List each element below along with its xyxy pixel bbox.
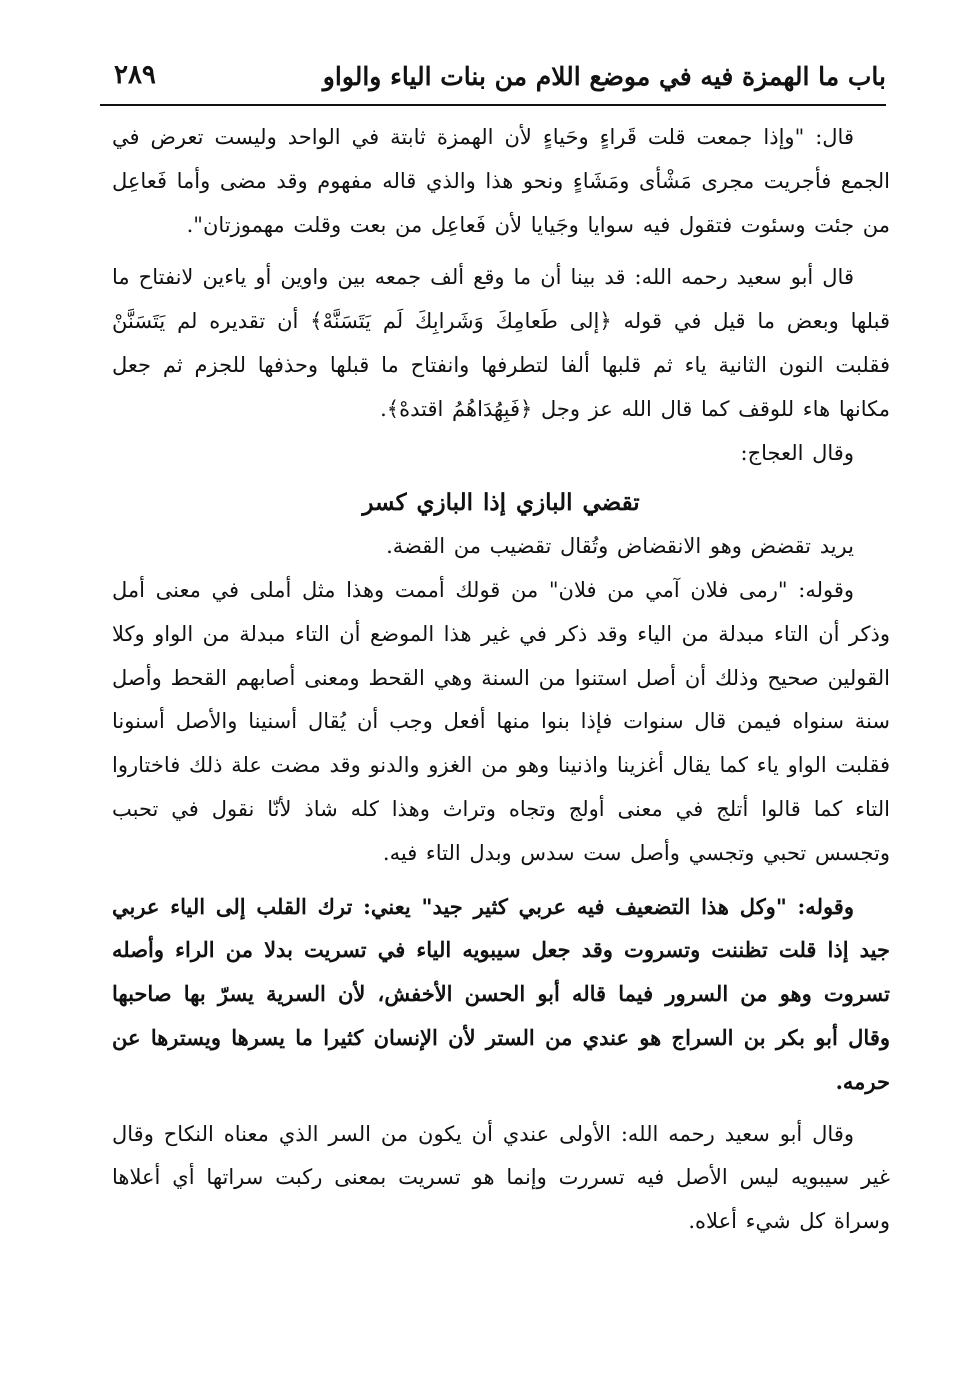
paragraph-abu-said-commentary: قال أبو سعيد رحمه الله: قد بينا أن ما وقع ألف جمعه بين واوين أو ياءين لانفتاح ما قبلها وبعض ما قيل في قوله ﴿إلى طَعامِكَ وَشَرابِكَ لَم يَتَسَنَّهْ﴾ أن تقديره لم يَتَسَنَّنْ فقلبت النون الثانية ياء ثم قلبها ألفا لتطرفها وانفتاح ما قبلها وحذفها للجزم ثم جعل مكانها هاء للوقف كما قال الله عز وجل ﴿فَبِهُدَاهُمُ اقتدهْ﴾. [112,265,890,421]
page-header [100,56,886,100]
page-number: ٢٨٩ [114,60,156,90]
paragraph-ajjaj-intro: وقال العجاج: [740,440,854,465]
running-title: باب ما الهمزة فيه في موضع اللام من بنات الياء والواو [322,62,886,91]
header-divider [100,104,886,106]
paragraph-verse-explanation: يريد تقضض وهو الانقضاض وتُقال تقضيب من القضة. [386,534,854,559]
paragraph-quote-plural: قال: "وإذا جمعت قلت قَراءٍ وحَياءٍ لأن الهمزة ثابتة في الواحد وليست تعرض في الجمع فأجريت مجرى مَشْأى ومَشَاءٍ ونحو هذا والذي قاله مفهوم وقد مضى وأما فَعاعِل من جئت وسئوت فتقول فيه سوايا وجَيايا لأن فَعاعِل من بعت وقلت مهموزتان". [112,125,890,237]
poetry-verse: تقضي البازي إذا البازي كسر [362,489,640,517]
paragraph-abu-said-conclusion: وقال أبو سعيد رحمه الله: الأولى عندي أن يكون من السر الذي معناه النكاح وقال غير سيبويه ليس الأصل فيه تسررت وإنما هو تسريت بمعنى ركبت سراتها أي أعلاها وسراة كل شيء أعلاه. [112,1121,890,1234]
paragraph-tadif-quote: وقوله: "وكل هذا التضعيف فيه عربي كثير جيد" يعني: ترك القلب إلى الياء عربي جيد إذا قلت تظننت وتسروت وقد جعل سيبويه الياء في تسريت بدلا من الراء وأصله تسروت وهو من السرور فيما قاله أبو الحسن الأخفش، لأن السرية يسرّ بها صاحبها وقال أبو بكر بن السراج هو عندي من الستر لأن الإنسان كثيرا ما يسرها ويسترها عن حرمه. [112,893,890,1094]
paragraph-rama-fulan: وقوله: "رمى فلان آمي من فلان" من قولك أممت وهذا مثل أملى في معنى أمل وذكر أن التاء مبدلة من الياء وقد ذكر في غير هذا الموضع أن التاء مبدلة من الواو وكلا القولين صحيح وذلك أن أصل استنوا من السنة وهي القحط ومعنى أصابهم القحط وأصل سنة سنواه فيمن قال سنوات فإذا بنوا منها أفعل وجب أن يُقال أسنينا والأصل أسنونا فقلبت الواو ياء كما يقال أغزينا واذنينا وهو من الغزو والدنو وقد مضت علة ذلك فاختاروا التاء كما قالوا أتلج في معنى أولج وتجاه وتراث وهذا كله شاذ لأنّا نقول في تحبب وتجسس تحبي وتجسي وأصل ست سدس وبدل التاء فيه. [112,577,890,865]
body-text [112,116,890,1244]
